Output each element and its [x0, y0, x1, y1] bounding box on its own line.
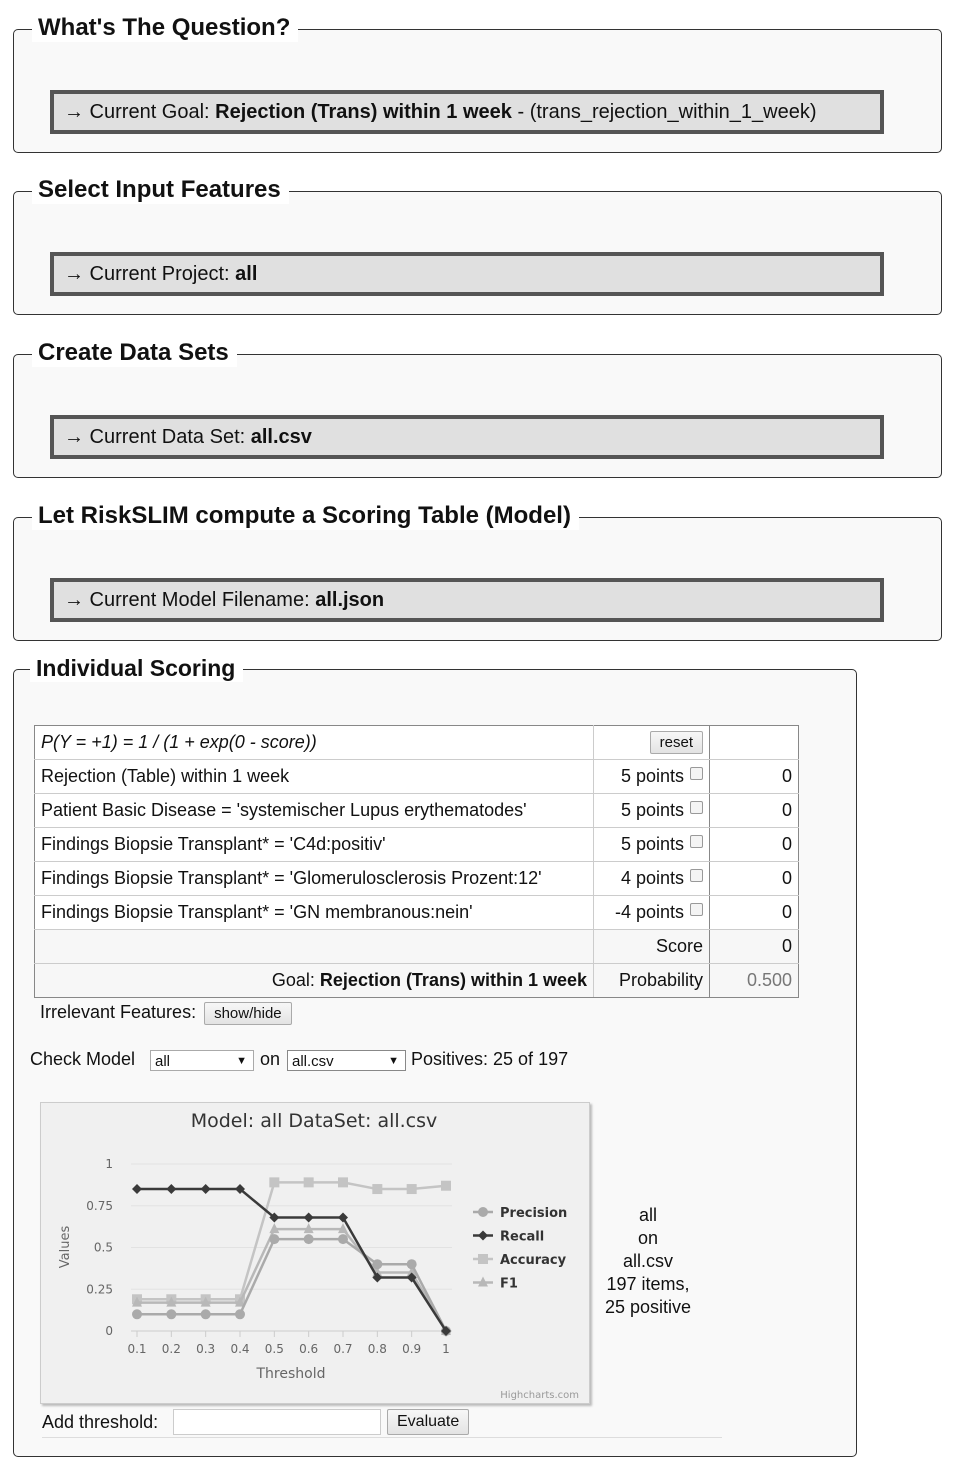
question-legend: What's The Question?: [32, 14, 298, 42]
features-section: [13, 176, 942, 315]
current-project-value: all: [235, 263, 258, 285]
feature-checkbox[interactable]: [690, 903, 703, 916]
data-point: [304, 1234, 314, 1244]
feature-points: 4 points: [620, 868, 684, 888]
feature-checkbox[interactable]: [690, 835, 703, 848]
score-label: Score: [594, 930, 710, 964]
data-point: [338, 1177, 348, 1187]
table-row: [35, 828, 799, 862]
summary-line: all: [638, 1205, 657, 1225]
show-hide-button[interactable]: show/hide: [204, 1002, 292, 1025]
data-point: [441, 1181, 451, 1191]
data-point: [201, 1184, 211, 1194]
features-legend: Select Input Features: [32, 176, 289, 204]
goal-value: Rejection (Trans) within 1 week: [319, 970, 587, 990]
model-summary: [598, 1204, 698, 1319]
legend-label: Precision: [500, 1206, 568, 1221]
legend-item-recall[interactable]: [473, 1230, 544, 1245]
current-goal-value: Rejection (Trans) within 1 week: [215, 101, 512, 123]
data-point: [304, 1212, 314, 1222]
current-model-box[interactable]: [50, 578, 884, 622]
y-axis-ticks: [86, 1157, 113, 1338]
threshold-input[interactable]: [173, 1409, 381, 1435]
current-model-value: all.json: [315, 589, 385, 611]
summary-line: all.csv: [622, 1251, 673, 1271]
current-dataset-prefix: → Current Data Set:: [64, 426, 251, 448]
feature-name: Findings Biopsie Transplant* = 'C4d:positiv': [35, 828, 594, 862]
score-row: [35, 930, 799, 964]
feature-checkbox[interactable]: [690, 801, 703, 814]
x-axis-ticks: [127, 1331, 449, 1356]
formula-row: [35, 726, 799, 760]
chart-series: [132, 1177, 451, 1336]
probability-label: Probability: [594, 964, 710, 998]
chart-svg: [41, 1103, 589, 1403]
series-precision: [132, 1234, 451, 1336]
data-point: [269, 1234, 279, 1244]
feature-value: 0: [710, 794, 799, 828]
x-tick-label: 0.2: [161, 1342, 181, 1356]
table-row: [35, 896, 799, 930]
data-point: [372, 1184, 382, 1194]
feature-points: 5 points: [620, 834, 684, 854]
data-point: [338, 1212, 348, 1222]
question-section: [13, 14, 942, 153]
highcharts-credit[interactable]: Highcharts.com: [500, 1390, 579, 1401]
chart-legend: [473, 1206, 567, 1292]
feature-name: Findings Biopsie Transplant* = 'Glomerulosclerosis Prozent:12': [35, 862, 594, 896]
data-point: [372, 1259, 382, 1269]
legend-label: Accuracy: [500, 1253, 567, 1268]
feature-points: 5 points: [620, 800, 684, 820]
metrics-chart: [40, 1102, 590, 1404]
data-point: [201, 1309, 211, 1319]
on-label: on: [260, 1049, 281, 1069]
y-tick-label: 0.5: [93, 1240, 113, 1255]
current-model-prefix: → Current Model Filename:: [64, 589, 316, 611]
legend-marker: [478, 1254, 488, 1264]
evaluate-button[interactable]: Evaluate: [387, 1409, 469, 1435]
x-tick-label: 0.3: [196, 1342, 216, 1356]
score-value: 0: [710, 930, 799, 964]
data-point: [166, 1184, 176, 1194]
series-line-recall: [137, 1189, 446, 1331]
y-tick-label: 0.75: [86, 1198, 113, 1213]
check-model-label: Check Model: [30, 1049, 136, 1069]
data-point: [407, 1259, 417, 1269]
check-model-row: [30, 1049, 630, 1073]
feature-value: 0: [710, 862, 799, 896]
legend-marker: [478, 1231, 488, 1241]
table-row: [35, 760, 799, 794]
formula-text: P(Y = +1) = 1 / (1 + exp(0 - score)): [35, 726, 594, 760]
feature-value: 0: [710, 896, 799, 930]
scoring-table: [34, 725, 799, 998]
current-project-prefix: → Current Project:: [64, 263, 236, 285]
current-dataset-box[interactable]: [50, 415, 884, 459]
y-axis-label: Values: [58, 1225, 73, 1269]
reset-button[interactable]: reset: [650, 731, 703, 754]
x-tick-label: 1: [442, 1342, 450, 1356]
data-point: [304, 1177, 314, 1187]
x-tick-label: 0.7: [333, 1342, 353, 1356]
series-line-accuracy: [137, 1182, 446, 1299]
data-point: [132, 1309, 142, 1319]
table-row: [35, 794, 799, 828]
x-tick-label: 0.9: [402, 1342, 422, 1356]
current-goal-prefix: → Current Goal:: [64, 101, 216, 123]
chart-title: Model: all DataSet: all.csv: [190, 1110, 438, 1132]
series-line-precision: [137, 1239, 446, 1331]
x-tick-label: 0.5: [264, 1342, 284, 1356]
feature-value: 0: [710, 828, 799, 862]
legend-item-f1[interactable]: [473, 1277, 518, 1292]
summary-line: on: [637, 1228, 659, 1248]
feature-value: 0: [710, 760, 799, 794]
x-tick-label: 0.4: [230, 1342, 250, 1356]
x-tick-label: 0.8: [367, 1342, 387, 1356]
y-tick-label: 1: [105, 1157, 113, 1171]
series-accuracy: [132, 1177, 451, 1304]
model-select[interactable]: all ▼: [150, 1050, 254, 1071]
feature-points: 5 points: [620, 766, 684, 786]
chevron-down-icon: ▼: [388, 1055, 399, 1067]
current-goal-box[interactable]: [50, 90, 884, 134]
data-point: [132, 1184, 142, 1194]
x-tick-label: 0.1: [127, 1342, 147, 1356]
dataset-select[interactable]: all.csv ▼: [287, 1050, 406, 1071]
model-legend: Let RiskSLIM compute a Scoring Table (Model): [32, 502, 579, 530]
legend-marker: [478, 1207, 488, 1217]
data-point: [338, 1234, 348, 1244]
series-line-f1: [137, 1229, 446, 1331]
feature-checkbox[interactable]: [690, 767, 703, 780]
current-goal-suffix: - (trans_rejection_within_1_week): [511, 101, 817, 123]
probability-row: [35, 964, 799, 998]
feature-checkbox[interactable]: [690, 869, 703, 882]
datasets-legend: Create Data Sets: [32, 339, 237, 367]
current-project-box[interactable]: [50, 252, 884, 296]
chevron-down-icon: ▼: [236, 1055, 247, 1067]
scoring-section: [13, 655, 857, 1457]
legend-label: Recall: [500, 1229, 545, 1245]
datasets-section: [13, 339, 942, 478]
irrelevant-features: [40, 1002, 292, 1025]
current-dataset-value: all.csv: [250, 426, 312, 448]
data-point: [166, 1309, 176, 1319]
summary-line: 197 items,: [606, 1274, 690, 1294]
data-point: [235, 1309, 245, 1319]
y-tick-label: 0.25: [86, 1282, 113, 1297]
data-point: [407, 1184, 417, 1194]
scoring-legend: Individual Scoring: [30, 654, 243, 682]
table-row: [35, 862, 799, 896]
feature-name: Patient Basic Disease = 'systemischer Lupus erythematodes': [35, 794, 594, 828]
feature-points: -4 points: [614, 902, 684, 922]
legend-item-accuracy[interactable]: [473, 1253, 567, 1268]
goal-prefix: Goal:: [271, 970, 320, 990]
positives-text: Positives: 25 of 197: [411, 1049, 569, 1069]
add-threshold-label: Add threshold:: [42, 1412, 159, 1432]
y-tick-label: 0: [105, 1324, 113, 1338]
model-section: [13, 502, 942, 641]
feature-name: Rejection (Table) within 1 week: [35, 760, 594, 794]
probability-value: 0.500: [710, 964, 799, 998]
feature-name: Findings Biopsie Transplant* = 'GN membranous:nein': [35, 896, 594, 930]
legend-label: F1: [500, 1276, 518, 1292]
summary-line: 25 positive: [604, 1297, 692, 1317]
x-tick-label: 0.6: [299, 1342, 319, 1356]
data-point: [269, 1177, 279, 1187]
add-threshold-row: [42, 1409, 722, 1438]
irrelevant-label: Irrelevant Features:: [40, 1002, 197, 1022]
x-axis-label: Threshold: [256, 1366, 326, 1382]
legend-item-precision[interactable]: [473, 1206, 567, 1221]
